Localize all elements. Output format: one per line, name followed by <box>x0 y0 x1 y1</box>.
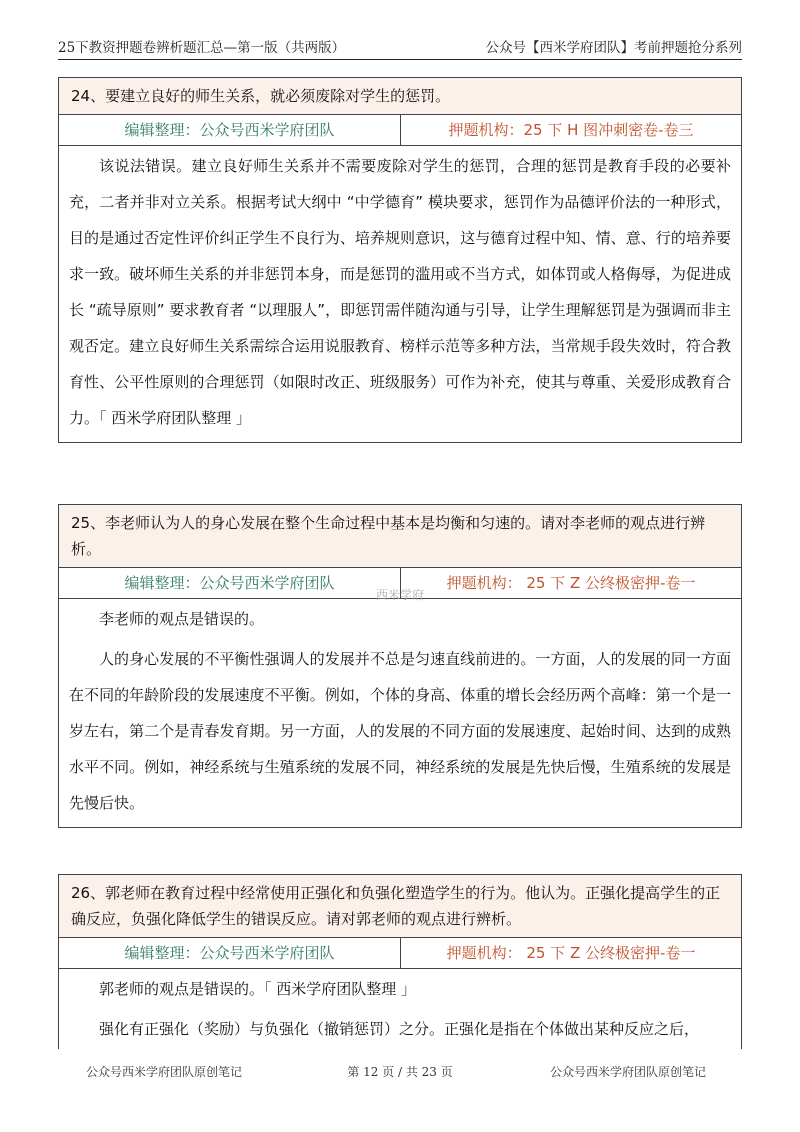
answer-body <box>59 969 741 1053</box>
footer-left: 公众号西米学府团队原创笔记 <box>86 1065 243 1079</box>
question-text: 24、要建立良好的师生关系，就必须废除对学生的惩罚。 <box>59 78 741 115</box>
source-label: 押题机构： 25 下 Z 公终极密押-卷一 <box>446 944 696 962</box>
question-block-26 <box>58 874 742 1049</box>
header-left-title: 25下教资押题卷辨析题汇总—第一版（共两版） <box>58 40 346 56</box>
answer-paragraph: 该说法错误。建立良好师生关系并不需要废除对学生的惩罚，合理的惩罚是教育手段的必要补充，二者并非对立关系。根据考试大纲中 “中学德育” 模块要求，惩罚作为品德评价法的一种形式，目的是通过否定性评价纠正学生不良行为、培养规则意识，这与德育过程中知、情、意、行的培养要求一致。破坏师生关系的并非惩罚本身，而是惩罚的滥用或不当方式，如体罚或人格侮辱，为促进成长 “疏导原则” 要求教育者 “以理服人”，即惩罚需伴随沟通与引导，让学生理解惩罚是为强调而非主观否定。建立良好师生关系需综合运用说服教育、榜样示范等多种方法，当常规手段失效时，符合教育性、公平性原则的合理惩罚（如限时改正、班级服务）可作为补充，使其与尊重、关爱形成教育合力。「 西米学府团队整理 」 <box>69 157 731 427</box>
answer-paragraph: 郭老师的观点是错误的。「 西米学府团队整理 」 <box>99 980 417 998</box>
question-text: 26、郭老师在教育过程中经常使用正强化和负强化塑造学生的行为。他认为。正强化提高学生的正确反应，负强化降低学生的错误反应。请对郭老师的观点进行辨析。 <box>59 875 741 938</box>
page-header <box>58 36 742 56</box>
editor-label: 编辑整理：公众号西米学府团队 <box>59 115 401 145</box>
answer-paragraph: 强化有正强化（奖励）与负强化（撤销惩罚）之分。正强化是指在个体做出某种反应之后， <box>99 1020 700 1038</box>
watermark: 西米学府 <box>376 588 425 602</box>
answer-body <box>59 599 741 827</box>
footer-right: 公众号西米学府团队原创笔记 <box>549 1065 706 1079</box>
answer-body <box>59 146 741 442</box>
answer-paragraph: 李老师的观点是错误的。 <box>99 610 265 628</box>
page-number: 第 12 页 / 共 23 页 <box>347 1065 453 1079</box>
header-right-title: 公众号【西米学府团队】考前押题抢分系列 <box>485 40 742 56</box>
source-label: 押题机构： 25 下 Z 公终极密押-卷一 <box>446 574 696 592</box>
meta-row <box>59 115 741 146</box>
editor-label: 编辑整理：公众号西米学府团队 <box>59 568 401 598</box>
answer-paragraph: 人的身心发展的不平衡性强调人的发展并不总是匀速直线前进的。一方面，人的发展的同一方面在不同的年龄阶段的发展速度不平衡。例如，个体的身高、体重的增长会经历两个高峰：第一个是一岁左右，第二个是青春发育期。另一方面，人的发展的不同方面的发展速度、起始时间、达到的成熟水平不同。例如，神经系统与生殖系统的发展不同，神经系统的发展是先快后慢，生殖系统的发展是先慢后快。 <box>69 650 731 812</box>
editor-label: 编辑整理：公众号西米学府团队 <box>59 938 401 968</box>
question-block-25 <box>58 504 742 828</box>
header-divider <box>58 59 742 60</box>
source-label: 押题机构：25 下 H 图冲刺密卷-卷三 <box>448 121 694 139</box>
meta-row <box>59 938 741 969</box>
question-text: 25、李老师认为人的身心发展在整个生命过程中基本是均衡和匀速的。请对李老师的观点进行辨析。 <box>59 505 741 568</box>
page-footer <box>58 1063 742 1081</box>
question-block-24 <box>58 77 742 443</box>
